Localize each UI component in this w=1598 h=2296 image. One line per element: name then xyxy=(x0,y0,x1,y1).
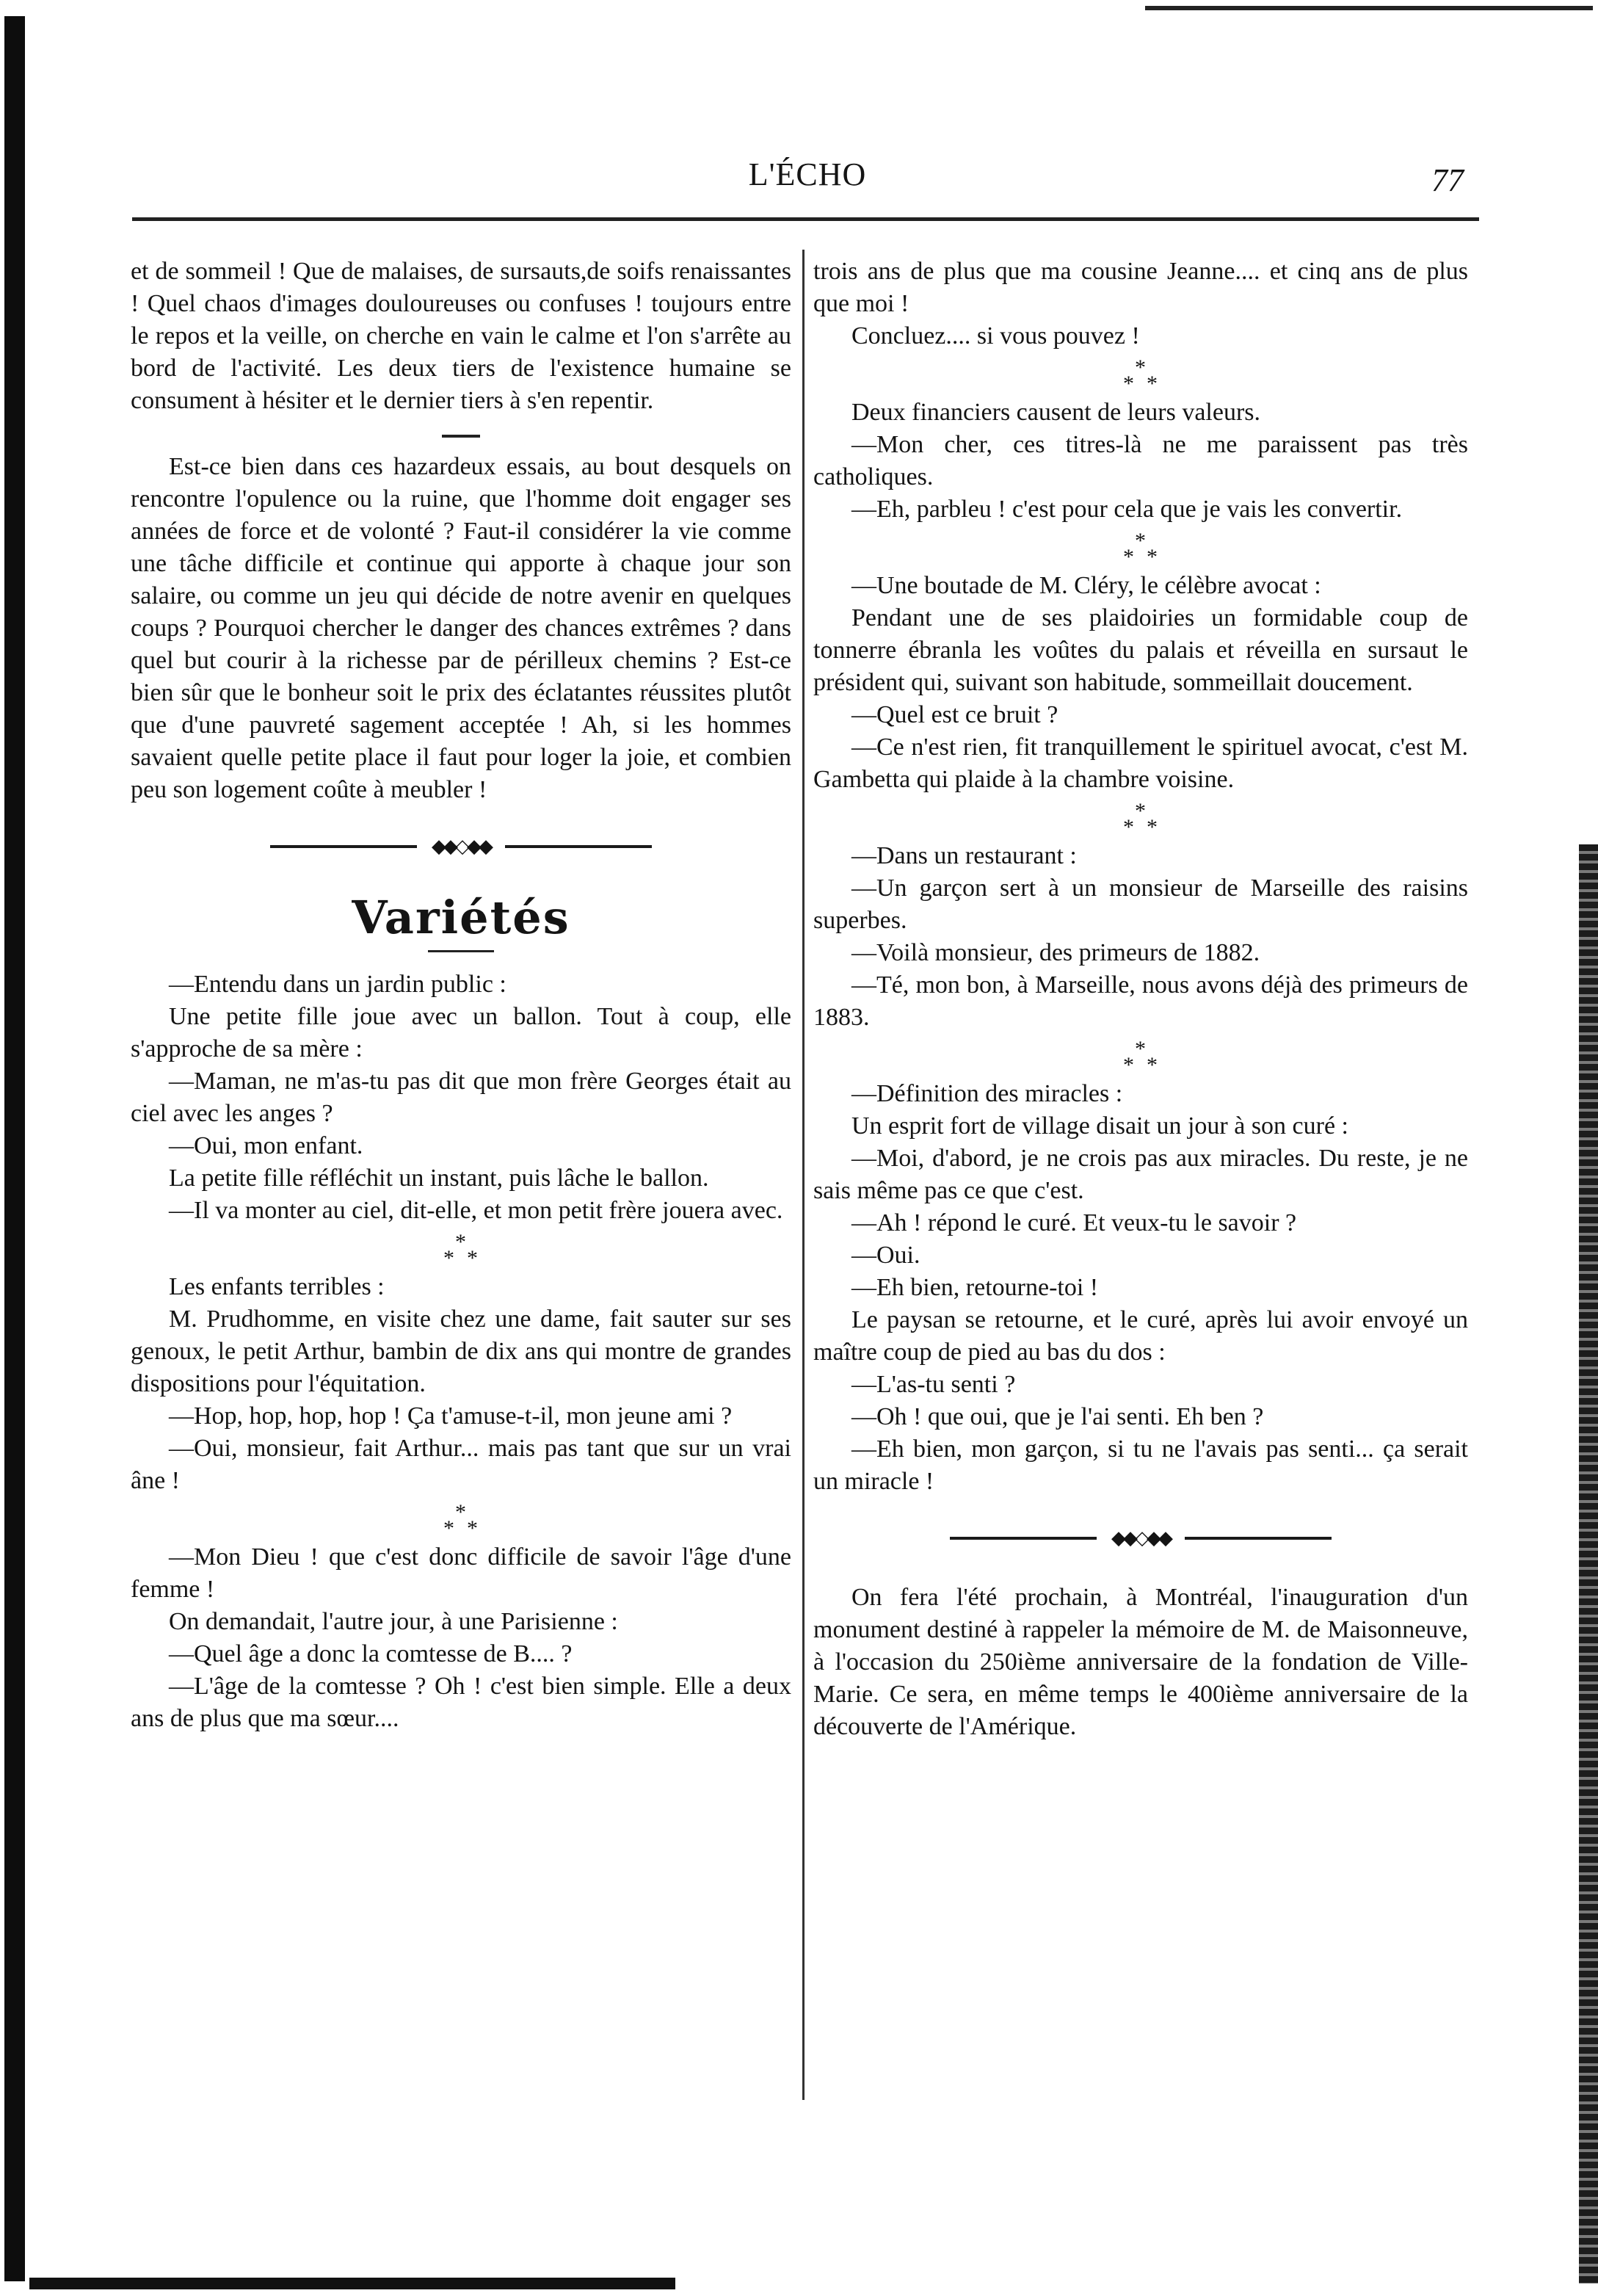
paragraph: —Eh bien, retourne-toi ! xyxy=(851,1274,1099,1301)
paragraph: —Quel est ce bruit ? xyxy=(851,701,1058,728)
paragraph: Concluez.... si vous pouvez ! xyxy=(851,322,1140,350)
paragraph: —Oui, mon enfant. xyxy=(169,1132,363,1159)
paragraph: —Oui. xyxy=(851,1242,920,1269)
scan-edge-left xyxy=(4,16,25,2281)
paragraph: —Eh, parbleu ! c'est pour cela que je vais les convertir. xyxy=(851,496,1403,523)
paragraph: —Hop, hop, hop, hop ! Ça t'amuse-t-il, mon jeune ami ? xyxy=(169,1402,733,1430)
paragraph: —Un garçon sert à un monsieur de Marseille des raisins superbes. xyxy=(813,874,1468,934)
paragraph: —Ce n'est rien, fit tranquillement le spirituel avocat, c'est M. Gambetta qui plaide à la chambre voisine. xyxy=(813,734,1468,793)
asterism: * * * xyxy=(1123,799,1158,839)
paragraph: —Quel âge a donc la comtesse de B.... ? xyxy=(169,1640,573,1667)
scan-edge-bottom xyxy=(29,2278,675,2289)
paragraph: —Maman, ne m'as-tu pas dit que mon frère Georges était au ciel avec les anges ? xyxy=(131,1068,791,1127)
asterism: * * * xyxy=(1123,355,1158,396)
paragraph: Un esprit fort de village disait un jour à son curé : xyxy=(851,1112,1348,1140)
paragraph: —Mon cher, ces titres-là ne me paraissent pas très catholiques. xyxy=(813,431,1468,490)
paragraph: On demandait, l'autre jour, à une Parisienne : xyxy=(169,1608,618,1635)
section-dash xyxy=(442,435,480,438)
paragraph: —Ah ! répond le curé. Et veux-tu le savoir ? xyxy=(851,1209,1297,1236)
paragraph: Les enfants terribles : xyxy=(169,1273,385,1300)
paragraph: Est-ce bien dans ces hazardeux essais, au bout desquels on rencontre l'opulence ou la ruine, que l'homme doit engager ses années de force et de volonté ? Faut-il considérer la vie comme une tâche difficile et continue qui apporte à chaque jour son salaire, ou comme un jeu qui décide de notre avenir en quelques coups ? Pourquoi chercher le danger des chances extrêmes ? dans quel but courir à la richesse par de périlleux chemins ? Est-ce bien sûr que le bonheur soit le prix des éclatantes réussites plutôt que d'une pauvreté sagement acceptée ! Ah, si les hommes savaient quelle petite place il faut pour loger la joie, et combien peu son logement coûte à meubler ! xyxy=(131,453,791,803)
column-divider xyxy=(802,250,805,2100)
paragraph: et de sommeil ! Que de malaises, de sursauts,de soifs renaissantes ! Quel chaos d'images douloureuses ou confuses ! toujours entre le repos et la veille, on cherche en vain le calme et l'on s'arrête au bord de l'activité. Les deux tiers de l'existence humaine se consument à hésiter et le dernier tiers à s'en repentir. xyxy=(131,258,791,414)
paragraph: —Dans un restaurant : xyxy=(851,842,1077,869)
paragraph: —Moi, d'abord, je ne crois pas aux miracles. Du reste, je ne sais même pas ce que c'est. xyxy=(813,1145,1468,1204)
scan-edge-top xyxy=(1145,6,1593,10)
paragraph: —Il va monter au ciel, dit-elle, et mon petit frère jouera avec. xyxy=(169,1197,783,1224)
asterism: * * * xyxy=(1123,529,1158,569)
paragraph: Une petite fille joue avec un ballon. Tout à coup, elle s'approche de sa mère : xyxy=(131,1003,791,1062)
ornamental-divider: ◆◆◇◆◆ xyxy=(270,836,652,858)
ornamental-divider: ◆◆◇◆◆ xyxy=(950,1527,1332,1549)
running-title: L'ÉCHO xyxy=(748,156,867,192)
paragraph: —L'as-tu senti ? xyxy=(851,1371,1016,1398)
paragraph: —L'âge de la comtesse ? Oh ! c'est bien simple. Elle a deux ans de plus que ma sœur.... xyxy=(131,1673,791,1732)
paragraph: trois ans de plus que ma cousine Jeanne.... et cinq ans de plus que moi ! xyxy=(813,258,1468,317)
paragraph: —Entendu dans un jardin public : xyxy=(169,971,506,998)
paragraph: M. Prudhomme, en visite chez une dame, fait sauter sur ses genoux, le petit Arthur, bambin de dix ans qui montre de grandes dispositions pour l'équitation. xyxy=(131,1305,791,1397)
section-heading-varietes: Variétés xyxy=(352,891,570,944)
paragraph: —Té, mon bon, à Marseille, nous avons déjà des primeurs de 1883. xyxy=(813,971,1468,1031)
paragraph: —Oui, monsieur, fait Arthur... mais pas tant que sur un vrai âne ! xyxy=(131,1435,791,1494)
left-column xyxy=(131,256,791,1735)
paragraph: Deux financiers causent de leurs valeurs. xyxy=(851,399,1260,426)
paragraph: On fera l'été prochain, à Montréal, l'inauguration d'un monument destiné à rappeler la mémoire de M. de Maisonneuve, à l'occasion du 250ième anniversaire de la fondation de Ville-Marie. Ce sera, en même temps le 400ième anniversaire de la découverte de l'Amérique. xyxy=(813,1584,1468,1740)
paragraph: —Eh bien, mon garçon, si tu ne l'avais pas senti... ça serait un miracle ! xyxy=(813,1435,1468,1495)
asterism: * * * xyxy=(443,1230,478,1270)
paragraph: —Une boutade de M. Cléry, le célèbre avocat : xyxy=(851,572,1321,599)
header-rule xyxy=(132,217,1479,221)
paragraph: Le paysan se retourne, et le curé, après lui avoir envoyé un maître coup de pied au bas du dos : xyxy=(813,1306,1468,1366)
paragraph: —Voilà monsieur, des primeurs de 1882. xyxy=(851,939,1260,966)
paragraph: —Définition des miracles : xyxy=(851,1080,1123,1107)
paragraph: Pendant une de ses plaidoiries un formidable coup de tonnerre ébranla les voûtes du palais et réveilla en sursaut le président qui, suivant son habitude, sommeillait doucement. xyxy=(813,604,1468,696)
paragraph: —Oh ! que oui, que je l'ai senti. Eh ben ? xyxy=(851,1403,1264,1430)
heading-rule xyxy=(428,950,494,952)
right-column xyxy=(813,256,1468,1743)
asterism: * * * xyxy=(1123,1037,1158,1077)
page-number: 77 xyxy=(1431,162,1464,198)
paragraph: —Mon Dieu ! que c'est donc difficile de savoir l'âge d'une femme ! xyxy=(131,1543,791,1603)
paragraph: La petite fille réfléchit un instant, puis lâche le ballon. xyxy=(169,1165,709,1192)
scan-edge-right xyxy=(1579,844,1598,2284)
asterism: * * * xyxy=(443,1500,478,1540)
